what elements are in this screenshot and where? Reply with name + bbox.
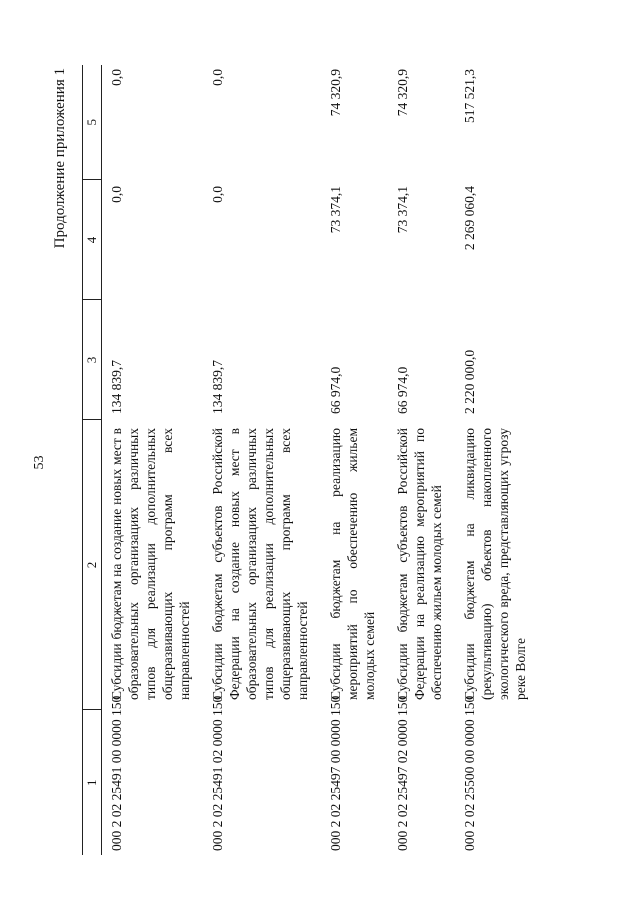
table-row — [102, 65, 204, 855]
value-col3: 134 839,7 — [109, 360, 124, 414]
value-col5: 74 320,9 — [328, 69, 343, 117]
value-col4: 73 374,1 — [395, 186, 410, 234]
budget-table — [82, 65, 539, 855]
value-col3: 66 974,0 — [395, 366, 410, 414]
budget-description: Субсидии бюджетам на реализацию мероприятий по обеспечению жильем молодых семей — [328, 428, 377, 700]
page-number: 53 — [32, 455, 47, 470]
budget-table-wrapper — [82, 65, 539, 855]
rotated-page — [20, 40, 620, 885]
budget-code: 000 2 02 25491 02 0000 150 — [210, 695, 225, 851]
budget-description: Субсидии бюджетам на создание новых мест в образовательных организациях различных типов для реализации дополнительных общеразвивающих программ всех направленностей — [109, 428, 192, 700]
column-header-4: 4 — [83, 180, 102, 300]
continuation-label: Продолжение приложения 1 — [52, 68, 68, 249]
value-col3: 66 974,0 — [328, 366, 343, 414]
value-col3: 134 839,7 — [210, 360, 225, 414]
column-header-3: 3 — [83, 300, 102, 420]
value-col4: 0,0 — [109, 186, 124, 203]
budget-description: Субсидии бюджетам субъектов Российской Федерации на создание новых мест в образовательных организациях различных типов для реализации дополнительных общеразвивающих программ всех направленностей — [210, 428, 310, 700]
table-row — [321, 65, 388, 855]
table-header-row — [83, 65, 102, 855]
budget-code: 000 2 02 25491 00 0000 150 — [109, 695, 124, 851]
budget-description: Субсидии бюджетам на ликвидацию (рекультивацию) объектов накопленного экологического вреда, представляющих угрозу реке Волге — [462, 428, 528, 700]
value-col5: 517 521,3 — [462, 69, 477, 123]
column-header-5: 5 — [83, 65, 102, 180]
value-col4: 2 269 060,4 — [462, 186, 477, 251]
table-row — [388, 65, 455, 855]
budget-code: 000 2 02 25500 00 0000 150 — [462, 695, 477, 851]
value-col4: 73 374,1 — [328, 186, 343, 234]
value-col3: 2 220 000,0 — [462, 349, 477, 414]
budget-code: 000 2 02 25497 02 0000 150 — [395, 695, 410, 851]
column-header-2: 2 — [83, 420, 102, 710]
table-row — [203, 65, 321, 855]
budget-code: 000 2 02 25497 00 0000 150 — [328, 695, 343, 851]
value-col5: 0,0 — [109, 69, 124, 86]
column-header-1: 1 — [83, 710, 102, 855]
table-row — [455, 65, 539, 855]
budget-description: Субсидии бюджетам субъектов Российской Федерации на реализацию мероприятий по обеспечению жильем молодых семей — [395, 428, 444, 700]
value-col5: 74 320,9 — [395, 69, 410, 117]
value-col4: 0,0 — [210, 186, 225, 203]
value-col5: 0,0 — [210, 69, 225, 86]
